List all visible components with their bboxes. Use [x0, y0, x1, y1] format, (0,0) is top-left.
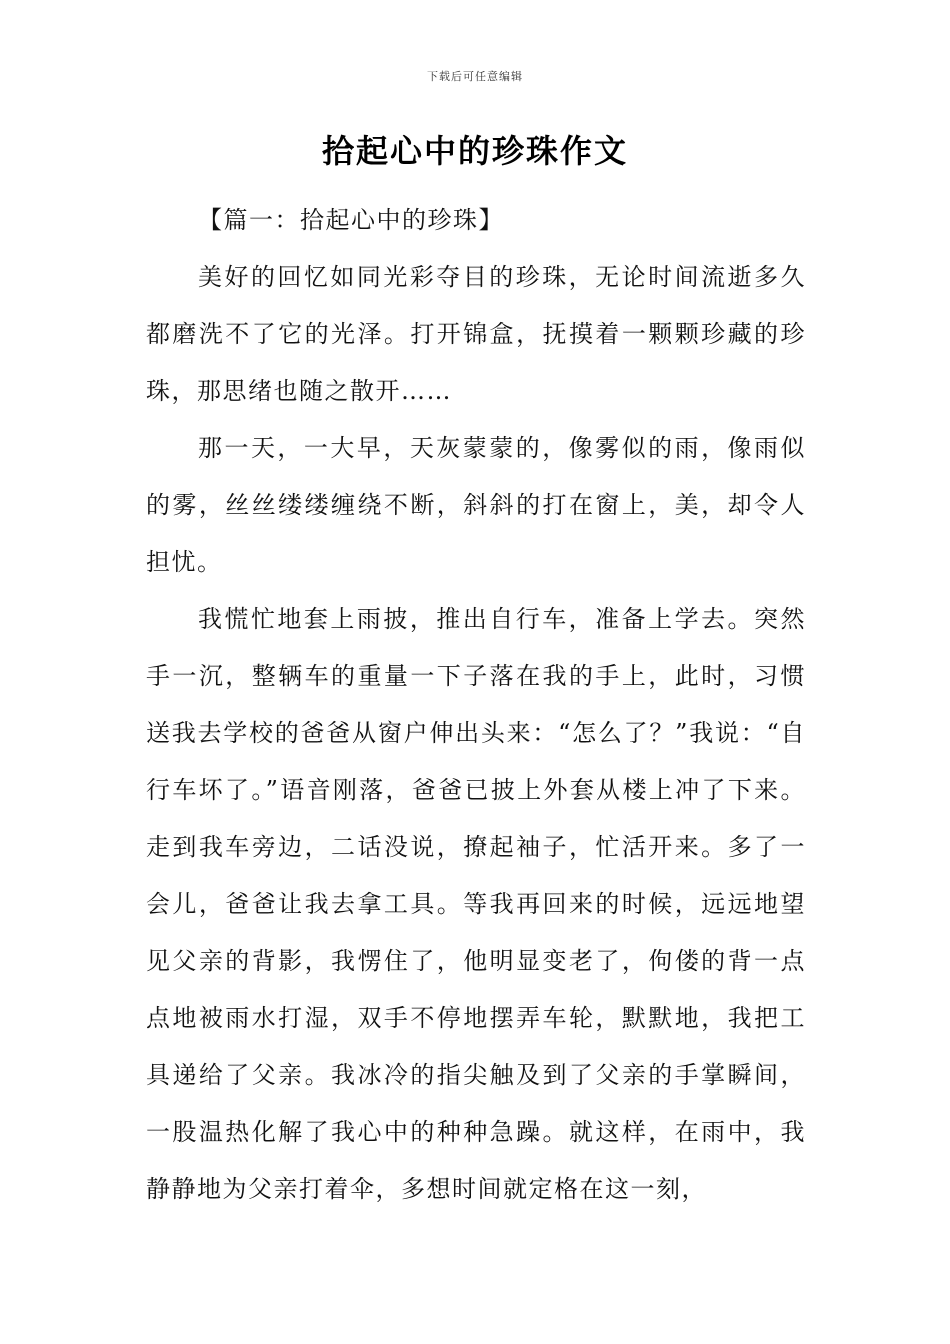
header-note: 下载后可任意编辑 [427, 70, 523, 83]
paragraph: 我慌忙地套上雨披，推出自行车，准备上学去。突然手一沉，整辆车的重量一下子落在我的手上，此时，习惯送我去学校的爸爸从窗户伸出头来：“怎么了？”我说：“自行车坏了。”语音刚落，爸爸已披上外套从楼上冲了下来。走到我车旁边，二话没说，撩起袖子，忙活开来。多了一会儿，爸爸让我去拿工具。等我再回来的时候，远远地望见父亲的背影，我愣住了，他明显变老了，佝偻的背一点点地被雨水打湿，双手不停地摆弄车轮，默默地，我把工具递给了父亲。我冰冷的指尖触及到了父亲的手掌瞬间，一股温热化解了我心中的种种急躁。就这样，在雨中，我静静地为父亲打着伞，多想时间就定格在这一刻， [146, 605, 806, 1203]
paragraph: 那一天，一大早，天灰蒙蒙的，像雾似的雨，像雨似的雾，丝丝缕缕缠绕不断，斜斜的打在窗上，美，却令人担忧。 [146, 434, 806, 576]
paragraph: 美好的回忆如同光彩夺目的珍珠，无论时间流逝多久都磨洗不了它的光泽。打开锦盒，抚摸着一颗颗珍藏的珍珠，那思绪也随之散开…… [146, 263, 806, 405]
document-title: 拾起心中的珍珠作文 [321, 132, 628, 170]
document-body [146, 192, 806, 1218]
section-heading: 【篇一：拾起心中的珍珠】 [198, 206, 504, 234]
